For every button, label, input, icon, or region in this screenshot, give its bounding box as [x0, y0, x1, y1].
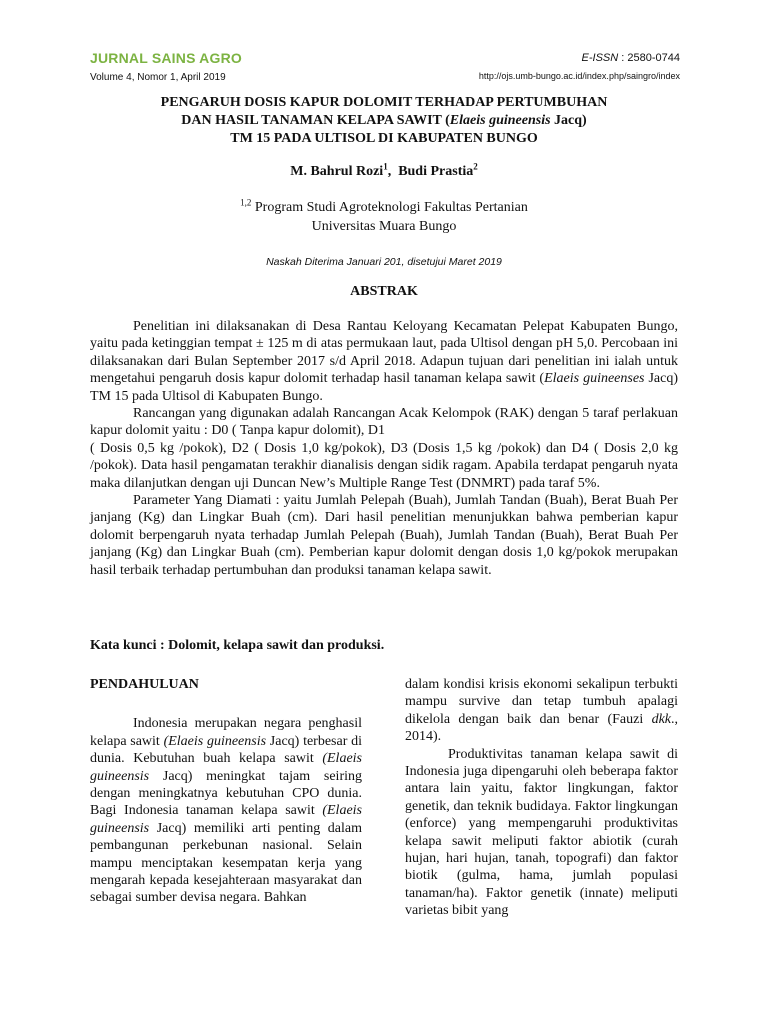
title-line-2-italic: Elaeis guineensis	[449, 113, 551, 128]
affiliation-line-1	[90, 198, 678, 217]
abstract-paragraph-1	[90, 318, 678, 405]
authors	[90, 161, 678, 180]
left-column	[90, 676, 362, 907]
abstract-body	[90, 318, 678, 579]
issn	[479, 52, 680, 64]
author-sep: ,	[387, 164, 399, 179]
issn-value: : 2580-0744	[618, 52, 680, 64]
paper-title	[90, 94, 678, 148]
volume-info: Volume 4, Nomor 1, April 2019	[90, 72, 226, 83]
abstract-paragraph-2-cont: ( Dosis 0,5 kg /pokok), D2 ( Dosis 1,0 kg/pokok), D3 (Dosis 1,5 kg /pokok) dan D4 ( Dosis 2,0 kg /pokok). Data hasil pengamatan terakhir dianalisis dengan sidik ragam. Apabila terdapat pengaruh nyata maka dilanjutkan dengan uji Duncan New’s Multiple Range Test (DNMRT) pada taraf 5%.	[90, 440, 678, 491]
intro-p1-a: Indonesia merupakan negara penghasil kelapa sawit	[90, 716, 362, 749]
received-date: Naskah Diterima Januari 201, disetujui Maret 2019	[266, 256, 502, 268]
intro-p1-d: Jacq) memiliki arti penting dalam pembangunan perkebunan nasional. Selain mampu menciptakan kesempatan kerja yang mengarah kepada kesejahteraan masyarakat dan sebagai sumber devisa negara. Bahkan	[90, 820, 362, 906]
author-1: M. Bahrul Rozi	[290, 164, 384, 179]
journal-name: JURNAL SAINS AGRO	[90, 50, 242, 66]
author-2: Budi Prastia	[398, 164, 474, 179]
abstract-heading: ABSTRAK	[350, 284, 418, 299]
title-line-2-b: Jacq)	[550, 113, 587, 128]
affiliation-sup: 1,2	[240, 197, 252, 208]
affiliation-text-1: Program Studi Agroteknologi Fakultas Pertanian	[251, 200, 528, 215]
intro-cont-a: dalam kondisi krisis ekonomi sekalipun terbukti mampu survive dan tetap tumbuh apalagi dikelola dengan baik dan benar (Fauzi	[405, 677, 678, 727]
issn-label: E-ISSN	[581, 52, 619, 64]
intro-paragraph-1-cont	[405, 676, 678, 746]
affiliation-line-2: Universitas Muara Bungo	[311, 219, 457, 234]
keywords: Kata kunci : Dolomit, kelapa sawit dan produksi.	[90, 638, 385, 653]
abstract-p1-italic: Elaeis guineenses	[544, 371, 645, 387]
intro-p1-b: Jacq) terbesar di dunia. Kebutuhan buah kelapa sawit	[90, 733, 362, 767]
title-line-1: PENGARUH DOSIS KAPUR DOLOMIT TERHADAP PERTUMBUHAN	[160, 95, 608, 110]
author-2-sup: 2	[473, 161, 478, 172]
header-right	[479, 52, 680, 81]
abstract-p2-line-1: Rancangan yang digunakan adalah Rancangan Acak Kelompok (RAK) dengan 5 taraf perlakuan kapur dolomit yaitu : D0 ( Tanpa kapur dolomit), D1	[90, 406, 678, 439]
title-line-2-a: DAN HASIL TANAMAN KELAPA SAWIT (	[181, 113, 450, 128]
abstract-paragraph-3: Parameter Yang Diamati : yaitu Jumlah Pelepah (Buah), Jumlah Tandan (Buah), Berat Buah Per janjang (Kg) dan Lingkar Buah (cm). Dari hasil penelitian menunjukkan bahwa pemberian kapur dolomit berpengaruh nyata terhadap Jumlah Pelepah (Buah), Jumlah Tandan (Buah), Berat Buah Per janjang (Kg) dan Lingkar Buah (cm). Pemberian kapur dolomit dengan dosis 1,0 kg/pokok merupakan hasil terbaik terhadap pertumbuhan dan produksi tanaman kelapa sawit.	[90, 493, 678, 578]
intro-p1-c: Jacq) meningkat tajam seiring dengan meningkatnya kebutuhan CPO dunia. Bagi Indonesia tanaman kelapa sawit	[90, 768, 362, 819]
intro-p1-italic-3: (Elaeis guineensis	[90, 803, 362, 836]
intro-paragraph-2: Produktivitas tanaman kelapa sawit di Indonesia juga dipengaruhi oleh beberapa faktor antara lain yaitu, faktor lingkungan, faktor genetik, dan teknik budidaya. Faktor lingkungan (enforce) yang mempengaruhi produktivitas kelapa sawit meliputi faktor abiotik (curah hujan, hari hujan, tanah, topografi) dan faktor biotik (gulma, hama, jumlah populasi tanaman/ha). Faktor genetik (innate) meliputi varietas bibit yang	[405, 746, 678, 919]
intro-cont-b: ., 2014).	[405, 711, 678, 745]
abstract-p1-b: Jacq) TM 15 pada Ultisol di Kabupaten Bungo.	[90, 371, 679, 404]
title-line-2	[90, 112, 678, 130]
abstract-p1-a: Penelitian ini dilaksanakan di Desa Rantau Keloyang Kecamatan Pelepat Kabupaten Bungo, yaitu pada ketinggian tempat ± 125 m di atas permukaan laut, pada Ultisol dengan pH 5,0. Percobaan ini dilaksanakan dari Bulan September 2017 s/d April 2018. Adapun tujuan dari penelitian ini ialah untuk mengetahui pengaruh dosis kapur dolomit terhadap hasil tanaman kelapa sawit (	[90, 319, 678, 387]
intro-cont-italic: dkk	[651, 711, 671, 727]
right-column	[405, 676, 678, 920]
author-1-sup: 1	[383, 161, 388, 172]
intro-p1-italic-2: (Elaeis guineensis	[90, 751, 362, 784]
intro-paragraph-1	[90, 715, 362, 906]
affiliation	[90, 198, 678, 236]
section-heading-pendahuluan: PENDAHULUAN	[90, 677, 199, 692]
header-left	[90, 50, 242, 83]
title-line-3: TM 15 PADA ULTISOL DI KABUPATEN BUNGO	[230, 131, 538, 146]
abstract-paragraph-2	[90, 405, 678, 440]
intro-p1-italic-1: (Elaeis guineensis	[163, 733, 267, 749]
journal-url[interactable]: http://ojs.umb-bungo.ac.id/index.php/saingro/index	[478, 71, 680, 81]
